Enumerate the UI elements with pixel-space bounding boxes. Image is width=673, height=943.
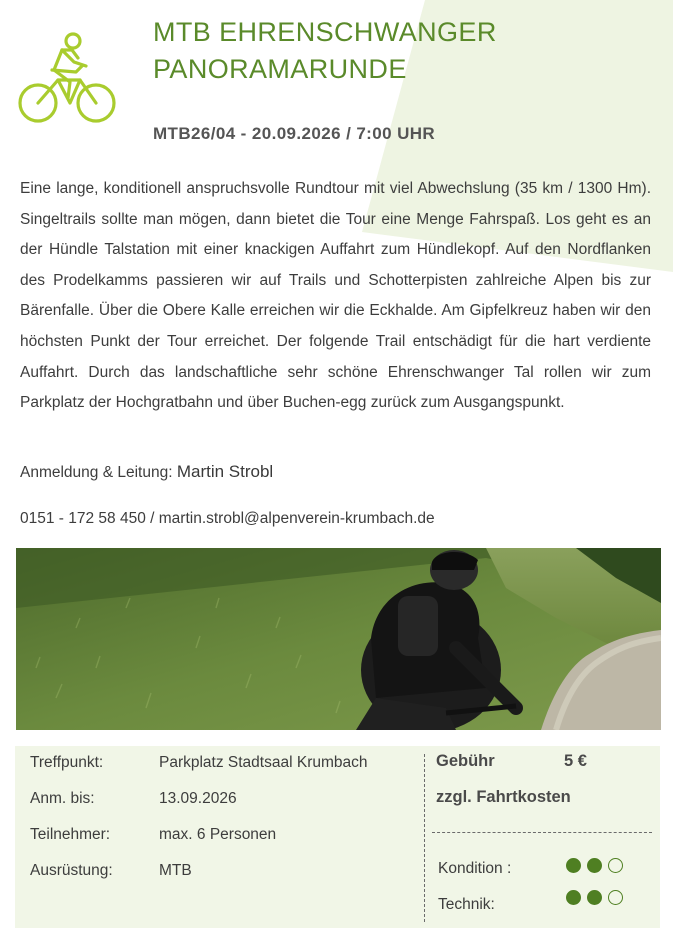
technique-rating-label: Technik: — [438, 896, 495, 913]
rating-dot-empty — [608, 890, 623, 905]
participants-label: Teilnehmer: — [30, 826, 111, 843]
leader-line — [20, 462, 273, 482]
equipment-value: MTB — [159, 862, 192, 879]
leader-name: Martin Strobl — [176, 462, 274, 481]
technique-rating — [566, 890, 623, 905]
equipment-label: Ausrüstung: — [30, 862, 113, 879]
fitness-rating-label: Kondition : — [438, 860, 512, 877]
registration-deadline-value: 13.09.2026 — [159, 790, 237, 807]
meeting-point-label: Treffpunkt: — [30, 754, 104, 771]
vertical-divider — [424, 754, 425, 922]
tour-photo — [16, 548, 661, 730]
horizontal-divider — [432, 832, 652, 833]
fee-label: Gebühr — [436, 752, 495, 770]
rating-dot-filled — [587, 858, 602, 873]
rating-dot-filled — [566, 858, 581, 873]
fitness-rating — [566, 858, 623, 873]
details-panel — [15, 746, 660, 928]
title-line-2: PANORAMARUNDE — [153, 54, 407, 84]
registration-deadline-label: Anm. bis: — [30, 790, 95, 807]
meeting-point-value: Parkplatz Stadtsaal Krumbach — [159, 754, 368, 771]
rating-dot-filled — [566, 890, 581, 905]
mountain-bike-icon — [18, 32, 118, 128]
tour-code-date: MTB26/04 - 20.09.2026 / 7:00 UHR — [153, 124, 436, 143]
fee-value: 5 € — [564, 752, 587, 770]
leader-label: Anmeldung & Leitung: — [20, 464, 173, 481]
participants-value: max. 6 Personen — [159, 826, 277, 843]
rating-dot-empty — [608, 858, 623, 873]
page-title — [153, 14, 497, 88]
travel-cost-note: zzgl. Fahrtkosten — [436, 788, 571, 806]
rating-dot-filled — [587, 890, 602, 905]
contact-info: 0151 - 172 58 450 / martin.strobl@alpenverein-krumbach.de — [20, 510, 435, 527]
title-line-1: MTB EHRENSCHWANGER — [153, 17, 497, 47]
tour-description: Eine lange, konditionell anspruchsvolle Rundtour mit viel Abwechslung (35 km / 1300 Hm). Singeltrails sollte man mögen, dann bietet die Tour eine Menge Fahrspaß. Los geht es an der Hündle Talstation mit einer knackigen Auffahrt zum Hündlekopf. Auf den Nordflanken des Prodelkamms passieren wir auf Trails und Schotterpisten zahlreiche Alpen bis zur Bärenfalle. Über die Obere Kalle erreichen wir die Eckhalde. Am Gipfelkreuz haben wir den höchsten Punkt der Tour erreichet. Der folgende Trail entschädigt für die hart verdiente Auffahrt. Durch das landschaftliche sehr schöne Ehrenschwanger Tal rollen wir zum Parkplatz der Hochgratbahn und über Buchen-egg zurück zum Ausgangspunkt. — [20, 180, 651, 412]
